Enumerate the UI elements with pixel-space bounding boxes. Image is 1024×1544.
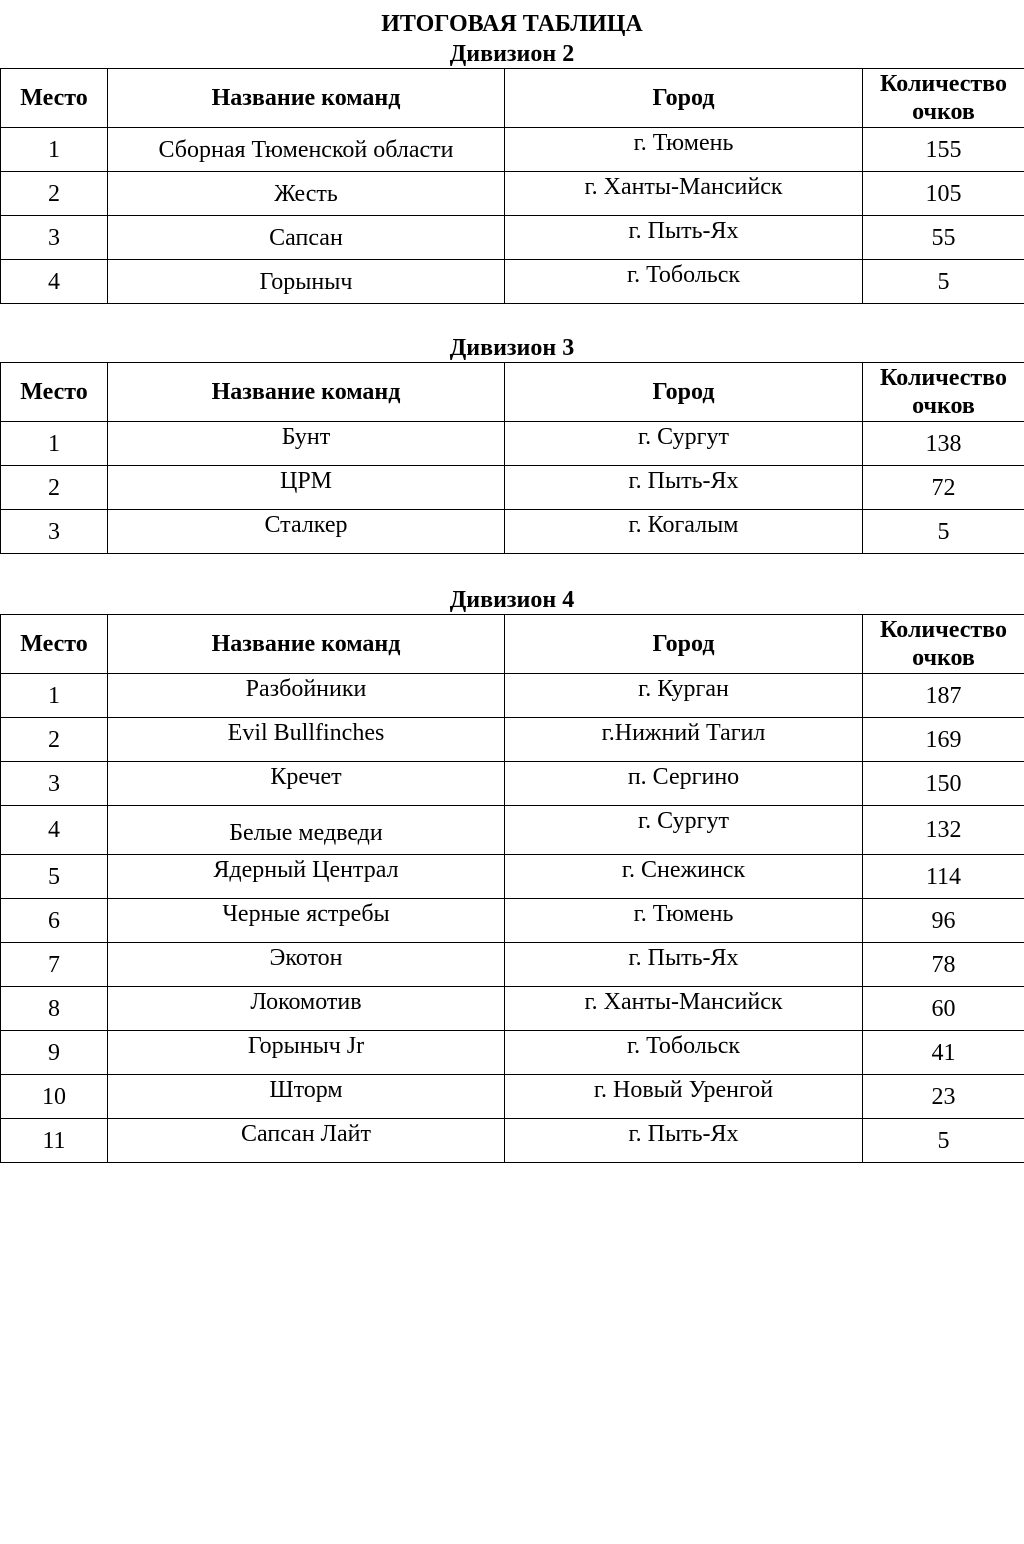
division-2-title: Дивизион 2 xyxy=(449,41,575,67)
place-cell: 10 xyxy=(1,1075,108,1119)
table-row xyxy=(1,718,1024,762)
points-cell: 114 xyxy=(863,855,1024,899)
team-cell: Ядерный Централ xyxy=(108,855,505,899)
team-cell: Горыныч xyxy=(108,260,505,304)
division-4-table xyxy=(0,614,1024,1163)
city-cell: г. Сургут xyxy=(505,806,863,855)
table-row xyxy=(1,987,1024,1031)
table-row xyxy=(1,260,1024,304)
table-row xyxy=(1,422,1024,466)
points-cell: 105 xyxy=(863,172,1024,216)
table-row xyxy=(1,1031,1024,1075)
header-city: Город xyxy=(505,69,863,128)
points-cell: 55 xyxy=(863,216,1024,260)
table-row xyxy=(1,943,1024,987)
city-cell: г. Когалым xyxy=(505,510,863,554)
place-cell: 1 xyxy=(1,422,108,466)
points-cell: 78 xyxy=(863,943,1024,987)
points-cell: 23 xyxy=(863,1075,1024,1119)
team-cell: Сборная Тюменской области xyxy=(108,128,505,172)
table-header-row xyxy=(1,615,1024,674)
team-cell: Горыныч Jr xyxy=(108,1031,505,1075)
header-place: Место xyxy=(1,69,108,128)
header-points: Количество очков xyxy=(863,615,1024,674)
city-cell: г. Пыть-Ях xyxy=(505,216,863,260)
table-row xyxy=(1,1075,1024,1119)
place-cell: 7 xyxy=(1,943,108,987)
document-title: ИТОГОВАЯ ТАБЛИЦА xyxy=(381,11,643,37)
header-city: Город xyxy=(505,363,863,422)
city-cell: г. Тюмень xyxy=(505,128,863,172)
table-row xyxy=(1,806,1024,855)
team-cell: Локомотив xyxy=(108,987,505,1031)
team-cell: Сталкер xyxy=(108,510,505,554)
team-cell: Кречет xyxy=(108,762,505,806)
city-cell: п. Сергино xyxy=(505,762,863,806)
table-row xyxy=(1,762,1024,806)
points-cell: 5 xyxy=(863,510,1024,554)
division-3-title: Дивизион 3 xyxy=(449,335,575,361)
header-place: Место xyxy=(1,615,108,674)
team-cell: Экотон xyxy=(108,943,505,987)
city-cell: г. Курган xyxy=(505,674,863,718)
table-row xyxy=(1,899,1024,943)
table-row xyxy=(1,466,1024,510)
division-4-title: Дивизион 4 xyxy=(449,587,575,613)
team-cell: Сапсан xyxy=(108,216,505,260)
team-cell: Жесть xyxy=(108,172,505,216)
place-cell: 9 xyxy=(1,1031,108,1075)
table-row xyxy=(1,128,1024,172)
header-place: Место xyxy=(1,363,108,422)
city-cell: г. Пыть-Ях xyxy=(505,943,863,987)
team-cell: Сапсан Лайт xyxy=(108,1119,505,1163)
city-cell: г. Ханты-Мансийск xyxy=(505,987,863,1031)
city-cell: г.Нижний Тагил xyxy=(505,718,863,762)
points-cell: 132 xyxy=(863,806,1024,855)
header-city: Город xyxy=(505,615,863,674)
table-row xyxy=(1,855,1024,899)
place-cell: 2 xyxy=(1,172,108,216)
city-cell: г. Пыть-Ях xyxy=(505,1119,863,1163)
table-row xyxy=(1,172,1024,216)
points-cell: 5 xyxy=(863,260,1024,304)
points-cell: 5 xyxy=(863,1119,1024,1163)
team-cell: Evil Bullfinches xyxy=(108,718,505,762)
table-row xyxy=(1,510,1024,554)
header-points: Количество очков xyxy=(863,363,1024,422)
team-cell: Бунт xyxy=(108,422,505,466)
header-team: Название команд xyxy=(108,69,505,128)
points-cell: 60 xyxy=(863,987,1024,1031)
points-cell: 96 xyxy=(863,899,1024,943)
place-cell: 11 xyxy=(1,1119,108,1163)
table-row xyxy=(1,1119,1024,1163)
place-cell: 2 xyxy=(1,718,108,762)
place-cell: 3 xyxy=(1,216,108,260)
place-cell: 6 xyxy=(1,899,108,943)
place-cell: 3 xyxy=(1,510,108,554)
points-cell: 41 xyxy=(863,1031,1024,1075)
division-2-table xyxy=(0,68,1024,304)
points-cell: 72 xyxy=(863,466,1024,510)
city-cell: г. Ханты-Мансийск xyxy=(505,172,863,216)
team-cell: Белые медведи xyxy=(108,806,505,855)
city-cell: г. Снежинск xyxy=(505,855,863,899)
team-cell: Черные ястребы xyxy=(108,899,505,943)
points-cell: 138 xyxy=(863,422,1024,466)
points-cell: 150 xyxy=(863,762,1024,806)
header-points: Количество очков xyxy=(863,69,1024,128)
place-cell: 2 xyxy=(1,466,108,510)
place-cell: 4 xyxy=(1,806,108,855)
division-3-table xyxy=(0,362,1024,554)
place-cell: 4 xyxy=(1,260,108,304)
points-cell: 169 xyxy=(863,718,1024,762)
points-cell: 155 xyxy=(863,128,1024,172)
header-team: Название команд xyxy=(108,615,505,674)
team-cell: Шторм xyxy=(108,1075,505,1119)
place-cell: 3 xyxy=(1,762,108,806)
place-cell: 5 xyxy=(1,855,108,899)
points-cell: 187 xyxy=(863,674,1024,718)
place-cell: 1 xyxy=(1,128,108,172)
city-cell: г. Тобольск xyxy=(505,260,863,304)
team-cell: Разбойники xyxy=(108,674,505,718)
table-header-row xyxy=(1,363,1024,422)
place-cell: 8 xyxy=(1,987,108,1031)
table-row xyxy=(1,216,1024,260)
header-team: Название команд xyxy=(108,363,505,422)
team-cell: ЦРМ xyxy=(108,466,505,510)
city-cell: г. Тобольск xyxy=(505,1031,863,1075)
city-cell: г. Пыть-Ях xyxy=(505,466,863,510)
city-cell: г. Сургут xyxy=(505,422,863,466)
city-cell: г. Тюмень xyxy=(505,899,863,943)
city-cell: г. Новый Уренгой xyxy=(505,1075,863,1119)
place-cell: 1 xyxy=(1,674,108,718)
table-header-row xyxy=(1,69,1024,128)
table-row xyxy=(1,674,1024,718)
